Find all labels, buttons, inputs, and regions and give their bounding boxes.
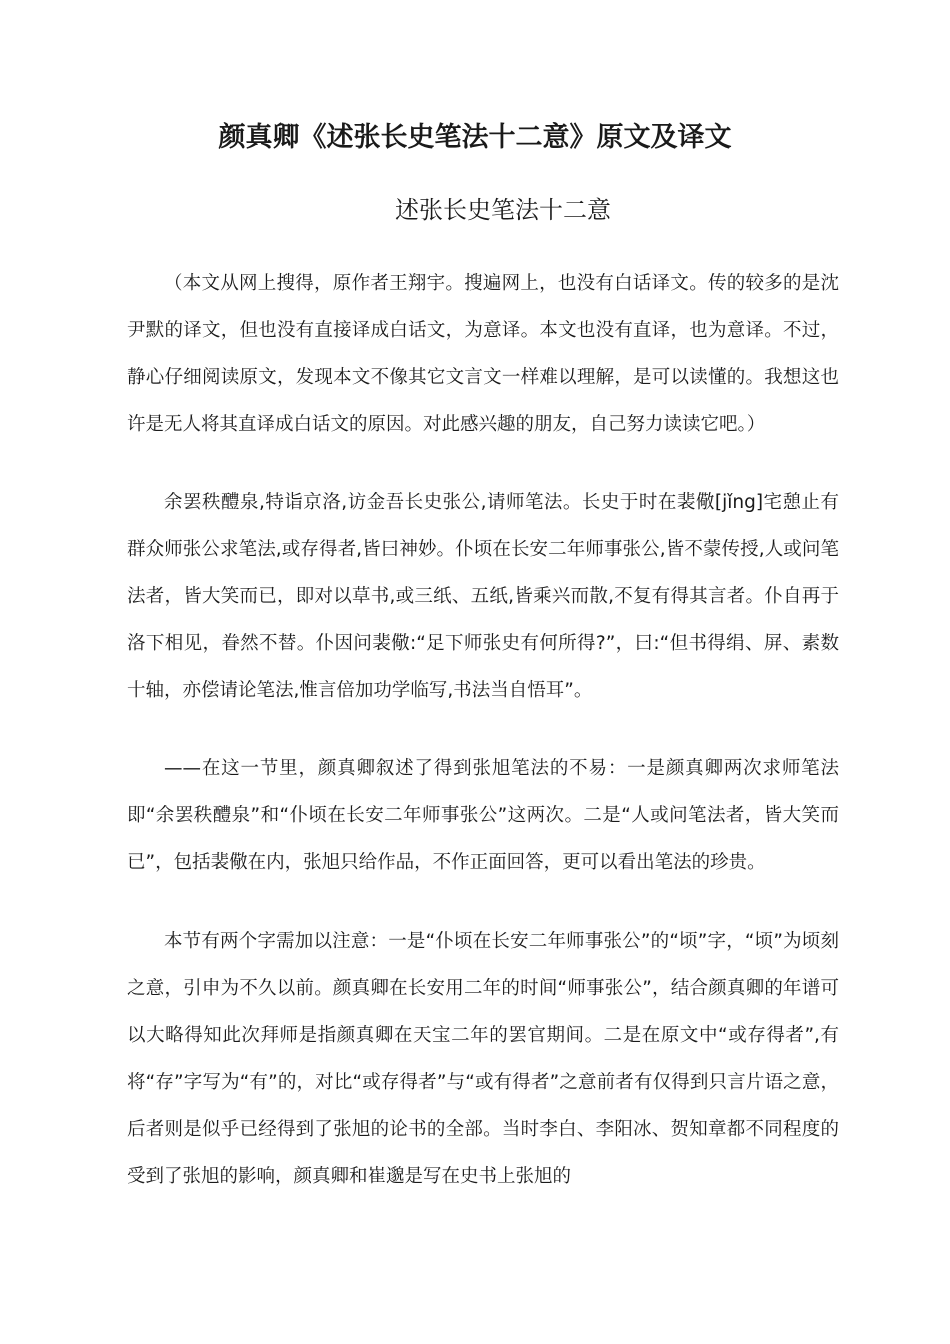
paragraph-original-text: 余罢秩醴泉,特诣京洛,访金吾长史张公,请师笔法。长史于时在裴儆[jǐng]宅憩止有群众师张公求笔法,或存得者,皆曰神妙。仆顷在长安二年师事张公,皆不蒙传授,人或问笔法者，皆大笑而已，即对以草书,或三纸、五纸,皆乘兴而散,不复有得其言者。仆自再于洛下相见，眷然不替。仆因问裴儆:“足下师张史有何所得?”，曰:“但书得绢、屏、素数十轴，亦偿请论笔法,惟言倍加功学临写,书法当自悟耳”。 (127, 492, 839, 701)
paragraph-notes: 本节有两个字需加以注意：一是“仆顷在长安二年师事张公”的“顷”字，“顷”为顷刻之意，引申为不久以前。颜真卿在长安用二年的时间“师事张公”，结合颜真卿的年谱可以大略得知此次拜师是指颜真卿在天宝二年的罢官期间。二是在原文中“或存得者”,有将“存”字写为“有”的，对比“或存得者”与“或有得者”之意前者有仅得到只言片语之意，后者则是似乎已经得到了张旭的论书的全部。当时李白、李阳冰、贺知章都不同程度的受到了张旭的影响，颜真卿和崔邈是写在史书上张旭的 (127, 931, 839, 1187)
paragraph-commentary: ——在这一节里，颜真卿叙述了得到张旭笔法的不易：一是颜真卿两次求师笔法即“余罢秩醴泉”和“仆顷在长安二年师事张公”这两次。二是“人或问笔法者，皆大笑而已”，包括裴儆在内，张旭只给作品，不作正面回答，更可以看出笔法的珍贵。 (127, 758, 839, 873)
document-subtitle: 述张长史笔法十二意 (395, 196, 611, 224)
document-title: 颜真卿《述张长史笔法十二意》原文及译文 (218, 122, 732, 153)
paragraph-preface: （本文从网上搜得，原作者王翔宇。搜遍网上，也没有白话译文。传的较多的是沈尹默的译文，但也没有直接译成白话文，为意译。本文也没有直译，也为意译。不过，静心仔细阅读原文，发现本文不像其它文言文一样难以理解，是可以读懂的。我想这也许是无人将其直译成白话文的原因。对此感兴趣的朋友，自己努力读读它吧。） (127, 273, 839, 435)
